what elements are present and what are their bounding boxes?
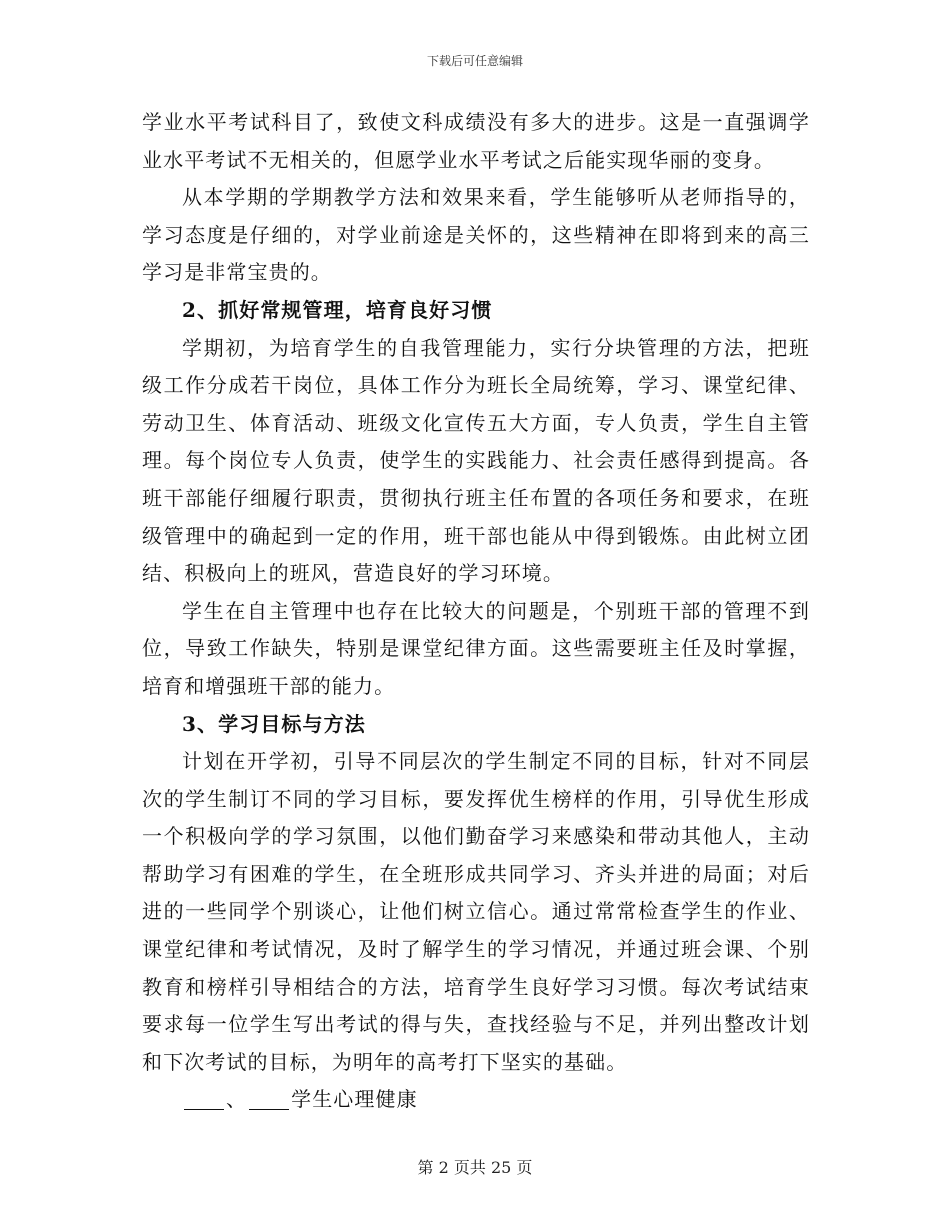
fill-blank (249, 1089, 289, 1110)
blank-heading (142, 1081, 810, 1119)
paragraph-continued: 学业水平考试科目了，致使文科成绩没有多大的进步。这是一直强调学业水平考试不无相关的，但愿学业水平考试之后能实现华丽的变身。 (142, 110, 810, 172)
page-footer: 第 2 页共 25 页 (417, 1158, 533, 1177)
paragraph: 计划在开学初，引导不同层次的学生制定不同的目标，针对不同层次的学生制订不同的学习目标，要发挥优生榜样的作用，引导优生形成一个积极向学的学习氛围，以他们勤奋学习来感染和带动其他人，主动帮助学习有困难的学生，在全班形成共同学习、齐头并进的局面；对后进的一些同学个别谈心，让他们树立信心。通过常常检查学生的作业、课堂纪律和考试情况，及时了解学生的学习情况，并通过班会课、个别教育和榜样引导相结合的方法，培育学生良好学习习惯。每次考试结束要求每一位学生写出考试的得与失，查找经验与不足，并列出整改计划和下次考试的目标，为明年的高考打下坚实的基础。 (142, 749, 810, 1074)
document-body (142, 104, 810, 1119)
blank-separator: 、 (226, 1087, 248, 1112)
page-header: 下载后可任意编辑 (426, 54, 523, 68)
fill-blank (184, 1089, 224, 1110)
blank-heading-title: 学生心理健康 (291, 1087, 418, 1112)
paragraph: 学期初，为培育学生的自我管理能力，实行分块管理的方法，把班级工作分成若干岗位，具体工作分为班长全局统筹，学习、课堂纪律、劳动卫生、体育活动、班级文化宣传五大方面，专人负责，学生自主管理。每个岗位专人负责，使学生的实践能力、社会责任感得到提高。各班干部能仔细履行职责，贯彻执行班主任布置的各项任务和要求，在班级管理中的确起到一定的作用，班干部也能从中得到锻炼。由此树立团结、积极向上的班风，营造良好的学习环境。 (142, 335, 810, 586)
paragraph: 学生在自主管理中也存在比较大的问题是，个别班干部的管理不到位，导致工作缺失，特别是课堂纪律方面。这些需要班主任及时掌握，培育和增强班干部的能力。 (142, 598, 810, 698)
section-heading: 2、抓好常规管理，培育良好习惯 (182, 297, 493, 322)
section-heading: 3、学习目标与方法 (182, 711, 366, 736)
paragraph: 从本学期的学期教学方法和效果来看，学生能够听从老师指导的，学习态度是仔细的，对学业前途是关怀的，这些精神在即将到来的高三学习是非常宝贵的。 (142, 185, 810, 285)
